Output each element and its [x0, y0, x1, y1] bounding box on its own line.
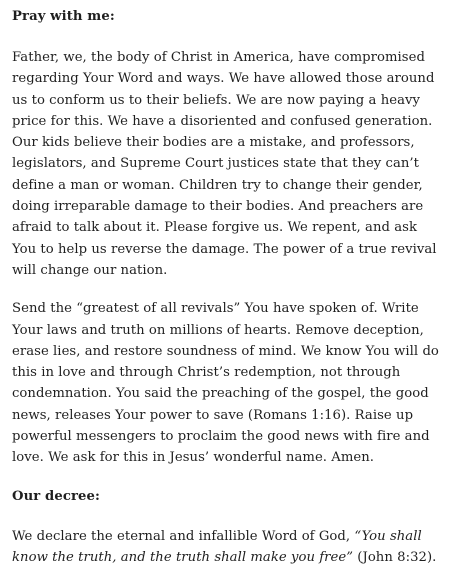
- prayer-heading: Pray with me:: [12, 9, 115, 24]
- decree-intro: We declare the eternal and infallible Word of God,: [12, 528, 355, 544]
- decree-paragraph: [12, 526, 444, 568]
- decree-reference: (John 8:32).: [353, 549, 437, 565]
- prayer-paragraph-1: Father, we, the body of Christ in America, have compromised regarding Your Word and ways. We have allowed those around us to conform us to their beliefs. We are now paying a heavy price for this. We have a disoriented and confused generation. Our kids believe their bodies are a mistake, and professors, legislators, and Supreme Court justices state that they can’t define a man or woman. Children try to change their gender, doing irreparable damage to their bodies. And preachers are afraid to talk about it. Please forgive us. We repent, and ask You to help us reverse the damage. The power of a true revival will change our nation.: [12, 50, 437, 278]
- decree-heading: Our decree:: [12, 488, 100, 504]
- devotional-page: [12, 7, 444, 568]
- prayer-paragraph-2: Send the “greatest of all revivals” You have spoken of. Write Your laws and truth on millions of hearts. Remove deception, erase lies, and restore soundness of mind. We know You will do this in love and through Christ’s redemption, not through condemnation. You said the preaching of the gospel, the good news, releases Your power to save (Romans 1:16). Raise up powerful messengers to proclaim the good news with fire and love. We ask for this in Jesus’ wonderful name. Amen.: [12, 301, 439, 466]
- decree-quote: “You shall know the truth, and the truth shall make you free”: [12, 528, 422, 565]
